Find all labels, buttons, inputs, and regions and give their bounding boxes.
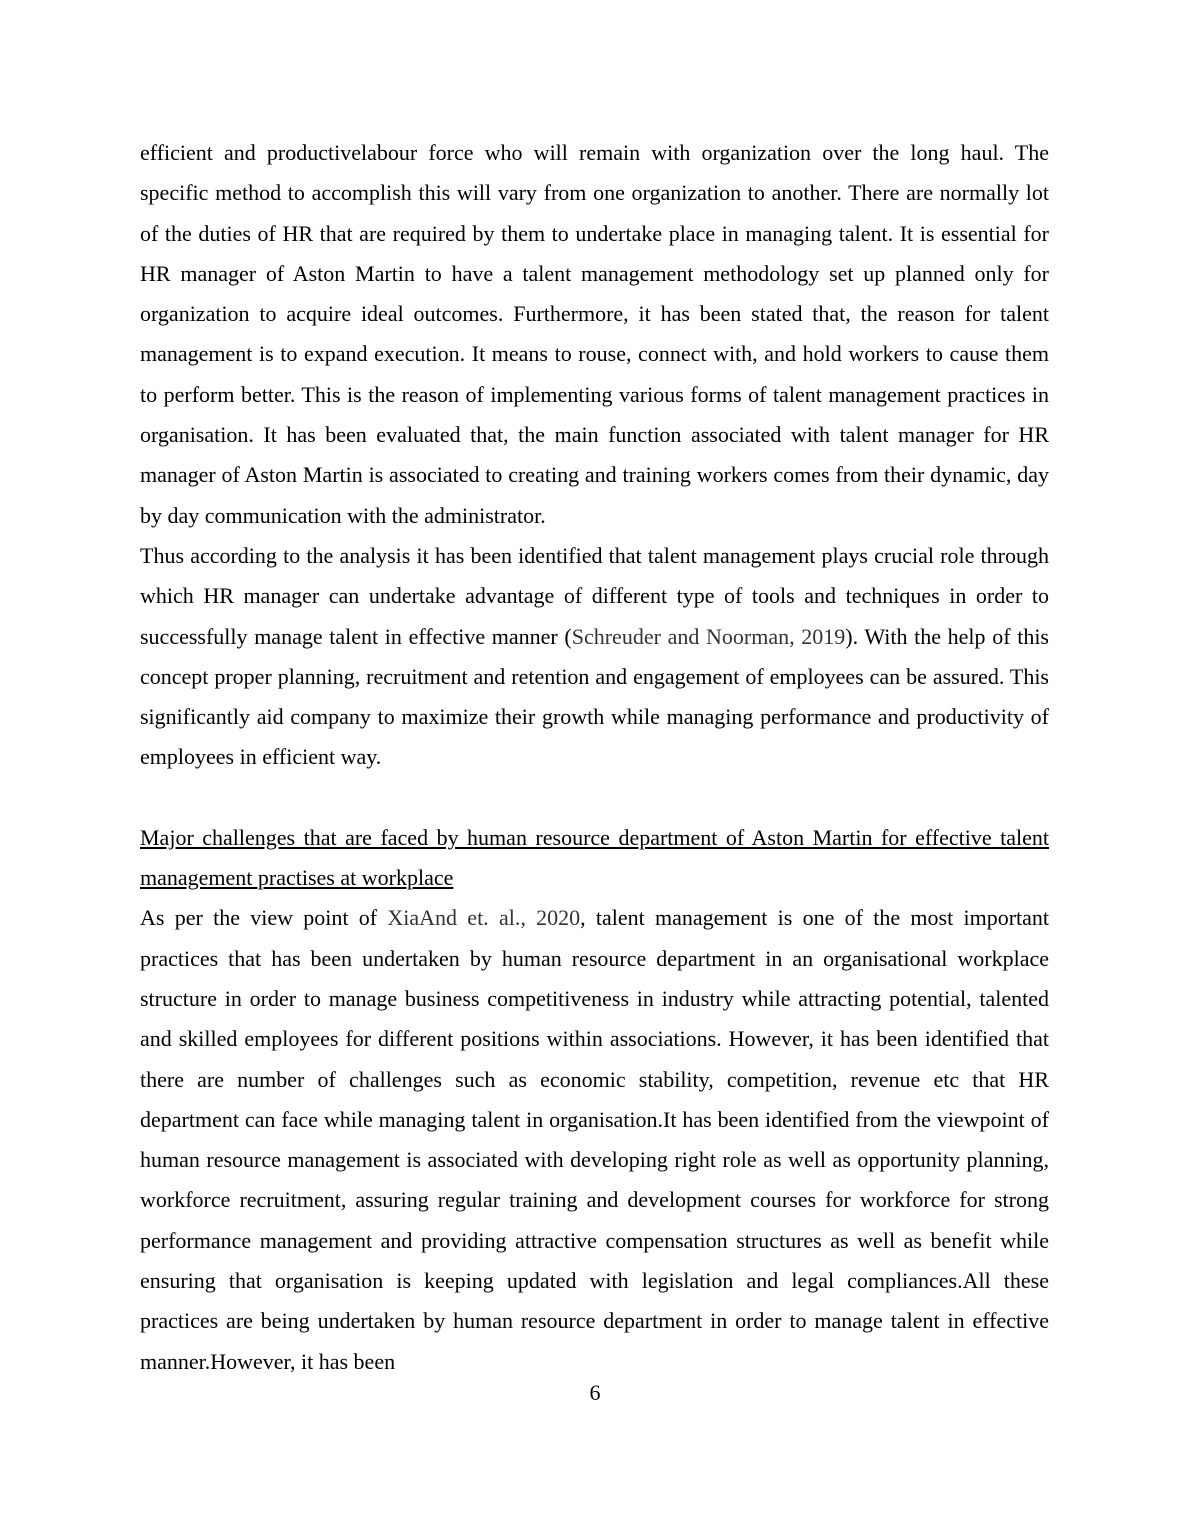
- blank-line: [140, 778, 1049, 818]
- citation: XiaAnd et. al., 2020: [387, 905, 581, 931]
- body-paragraph: efficient and productivelabour force who will remain with organization over the long haul. The specific method to accomplish this will vary from one organization to another. There are normally lot of the duties of HR that are required by them to undertake place in managing talent. It is essential for HR manager of Aston Martin to have a talent management methodology set up planned only for organization to acquire ideal outcomes. Furthermore, it has been stated that, the reason for talent management is to expand execution. It means to rouse, connect with, and hold workers to cause them to perform better. This is the reason of implementing various forms of talent management practices in organisation. It has been evaluated that, the main function associated with talent manager for HR manager of Aston Martin is associated to creating and training workers comes from their dynamic, day by day communication with the administrator.: [140, 140, 1049, 528]
- paragraph-text: As per the view point of: [140, 905, 388, 931]
- section-heading: Major challenges that are faced by human resource department of Aston Martin for effective talent management practises at workplace: [140, 824, 1049, 891]
- page-number: 6: [589, 1380, 601, 1405]
- paragraph-text: Thus according to the analysis it has been identified that talent management plays crucial role through which HR manager can undertake advantage of different type of tools and techniques in order to successfully manage talent in effective manner (: [140, 542, 1049, 649]
- paragraph-text: ). With the help of this concept proper planning, recruitment and retention and engagement of employees can be assured. This significantly aid company to maximize their growth while managing performance and productivity of employees in efficient way.: [140, 623, 1049, 770]
- body-paragraph: [140, 536, 1049, 778]
- paragraph-text: , talent management is one of the most important practices that has been undertaken by human resource department in an organisational workplace structure in order to manage business competitiveness in industry while attracting potential, talented and skilled employees for different positions within associations. However, it has been identified that there are number of challenges such as economic stability, competition, revenue etc that HR department can face while managing talent in organisation.It has been identified from the viewpoint of human resource management is associated with developing right role as well as opportunity planning, workforce recruitment, assuring regular training and development courses for workforce for strong performance management and providing attractive compensation structures as well as benefit while ensuring that organisation is keeping updated with legislation and legal compliances.All these practices are being undertaken by human resource department in order to manage talent in effective manner.However, it has been: [140, 905, 1050, 1374]
- page-content: [140, 133, 1049, 1382]
- body-paragraph: [140, 898, 1049, 1382]
- citation: Schreuder and Noorman, 2019: [571, 623, 846, 649]
